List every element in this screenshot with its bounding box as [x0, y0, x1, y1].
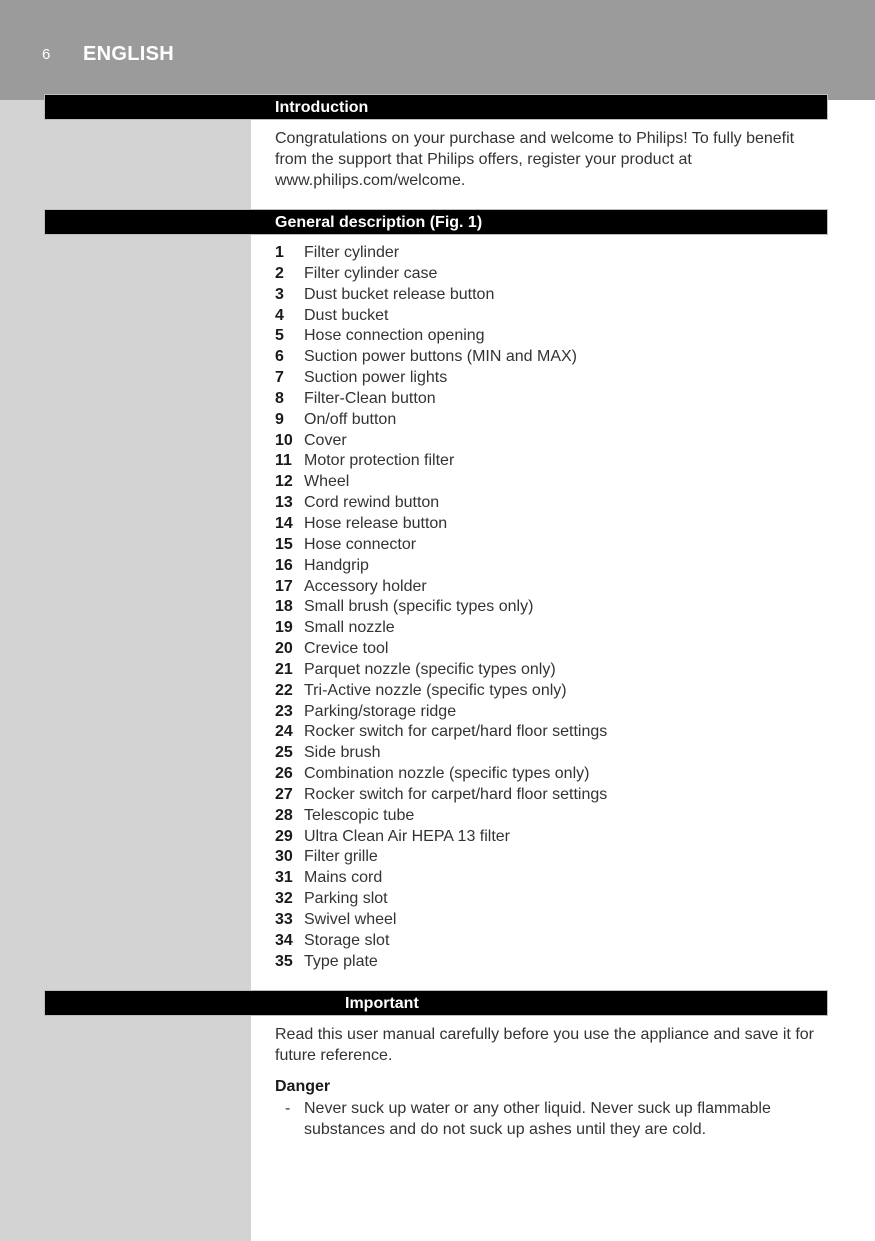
list-item	[275, 410, 607, 431]
list-item-label: Rocker switch for carpet/hard floor settings	[304, 785, 608, 803]
list-item-number: 12	[275, 473, 293, 491]
list-item-number: 25	[275, 744, 293, 762]
list-item	[275, 868, 607, 889]
list-item-label: Crevice tool	[304, 640, 389, 658]
list-item-number: 13	[275, 494, 293, 512]
list-item-number: 21	[275, 660, 293, 678]
list-item	[275, 347, 607, 368]
list-item	[275, 931, 607, 952]
list-item-label: Small nozzle	[304, 619, 395, 637]
list-item	[275, 472, 607, 493]
list-item	[275, 368, 607, 389]
list-item-number: 33	[275, 911, 293, 928]
section-title-general-description: General description (Fig. 1)	[275, 214, 483, 231]
list-item-number: 24	[275, 723, 293, 741]
list-item-number: 34	[275, 931, 293, 949]
list-item-number: 18	[275, 598, 293, 616]
list-item-number: 3	[275, 285, 284, 303]
list-item-label: Wheel	[304, 473, 350, 491]
page-number: 6	[42, 46, 51, 63]
list-item-label: Type plate	[304, 952, 378, 970]
danger-item-text: Never suck up water or any other liquid. Never suck up flammable substances and do not suck up ashes until they are cold.	[304, 1100, 771, 1138]
list-item-number: 9	[275, 410, 284, 428]
list-item	[275, 451, 607, 472]
list-item-number: 22	[275, 681, 293, 699]
list-item-label: Hose release button	[304, 514, 448, 532]
list-item-number: 5	[275, 327, 284, 345]
list-item-number: 7	[275, 369, 284, 387]
list-item	[275, 785, 607, 806]
list-item-label: Hose connection opening	[304, 327, 485, 345]
section-bar-general-description	[44, 209, 828, 235]
parts-list	[275, 243, 607, 973]
list-item	[275, 847, 607, 868]
list-item	[275, 639, 607, 660]
list-item	[275, 556, 607, 577]
list-item-label: Tri-Active nozzle (specific types only)	[304, 681, 567, 699]
list-item-number: 1	[275, 244, 284, 261]
list-item	[275, 326, 607, 347]
list-item-number: 2	[275, 264, 284, 282]
list-item-label: Combination nozzle (specific types only)	[304, 765, 590, 783]
list-item	[275, 618, 607, 639]
section-title-important: Important	[345, 995, 419, 1012]
list-item	[275, 660, 607, 681]
section-bar-introduction	[44, 94, 828, 120]
list-item-number: 27	[275, 785, 293, 803]
danger-heading: Danger	[275, 1078, 331, 1095]
list-item-label: Dust bucket	[304, 306, 389, 324]
list-item	[275, 722, 607, 743]
list-item	[275, 910, 607, 931]
list-item	[275, 535, 607, 556]
list-item-label: Ultra Clean Air HEPA 13 filter	[304, 827, 511, 845]
list-item	[275, 577, 607, 598]
list-item	[275, 681, 607, 702]
list-item	[275, 514, 607, 535]
list-item-label: Hose connector	[304, 535, 417, 553]
list-item	[275, 952, 607, 973]
list-item-label: Side brush	[304, 744, 381, 762]
list-item	[275, 743, 607, 764]
important-text: Read this user manual carefully before you use the appliance and save it for future reference.	[275, 1026, 814, 1064]
list-item-number: 35	[275, 952, 293, 970]
list-item-number: 31	[275, 869, 293, 887]
list-item	[275, 827, 607, 848]
list-item-label: Suction power buttons (MIN and MAX)	[304, 348, 578, 366]
list-item-number: 32	[275, 890, 293, 908]
list-item-label: Motor protection filter	[304, 452, 455, 470]
introduction-text: Congratulations on your purchase and welcome to Philips! To fully benefit from the support that Philips offers, register your product at www.philips.com/welcome.	[275, 130, 795, 189]
list-item-number: 16	[275, 556, 293, 574]
list-item-number: 6	[275, 348, 284, 366]
list-item-label: Swivel wheel	[304, 911, 397, 928]
list-item-number: 29	[275, 827, 293, 845]
list-item-number: 10	[275, 431, 293, 449]
list-item-label: Mains cord	[304, 869, 383, 887]
list-item	[275, 306, 607, 327]
list-item-label: Parking slot	[304, 890, 388, 908]
list-item	[275, 597, 607, 618]
list-item-number: 30	[275, 848, 293, 866]
list-item-label: Parking/storage ridge	[304, 702, 457, 720]
list-item-label: Rocker switch for carpet/hard floor settings	[304, 723, 608, 741]
list-item-number: 19	[275, 619, 293, 637]
list-item-label: Cover	[304, 431, 347, 449]
list-item-number: 28	[275, 806, 293, 824]
list-item-label: Cord rewind button	[304, 494, 440, 512]
section-title-introduction: Introduction	[275, 99, 369, 116]
list-item-label: Dust bucket release button	[304, 285, 495, 303]
list-item-number: 11	[275, 452, 292, 470]
list-item-number: 14	[275, 514, 293, 532]
list-item	[275, 285, 607, 306]
language-title: ENGLISH	[83, 43, 174, 65]
list-item-label: Storage slot	[304, 931, 390, 949]
left-margin-column	[0, 100, 251, 1241]
list-item-label: Telescopic tube	[304, 806, 415, 824]
list-item-label: Filter cylinder case	[304, 264, 438, 282]
list-item	[275, 243, 607, 264]
list-item-label: Filter grille	[304, 848, 378, 866]
list-item-label: On/off button	[304, 410, 397, 428]
list-item	[275, 389, 607, 410]
list-item-number: 8	[275, 389, 284, 407]
header-band	[0, 0, 875, 100]
danger-item	[275, 1098, 830, 1140]
list-item-number: 20	[275, 640, 293, 658]
list-item	[275, 264, 607, 285]
section-bar-important	[44, 990, 828, 1016]
list-item-number: 17	[275, 577, 293, 595]
list-item-label: Small brush (specific types only)	[304, 598, 534, 616]
list-item	[275, 431, 607, 452]
list-item	[275, 889, 607, 910]
list-item	[275, 806, 607, 827]
list-item-number: 26	[275, 765, 293, 783]
list-item-number: 4	[275, 306, 284, 324]
list-item-number: 23	[275, 702, 293, 720]
list-item-label: Handgrip	[304, 556, 369, 574]
list-item	[275, 702, 607, 723]
list-item-label: Suction power lights	[304, 369, 448, 387]
list-item-label: Filter-Clean button	[304, 389, 436, 407]
list-item-label: Accessory holder	[304, 577, 427, 595]
list-item	[275, 493, 607, 514]
list-item-number: 15	[275, 535, 293, 553]
list-item-label: Filter cylinder	[304, 244, 400, 261]
list-item	[275, 764, 607, 785]
bullet-dash: -	[285, 1100, 291, 1117]
list-item-label: Parquet nozzle (specific types only)	[304, 660, 556, 678]
